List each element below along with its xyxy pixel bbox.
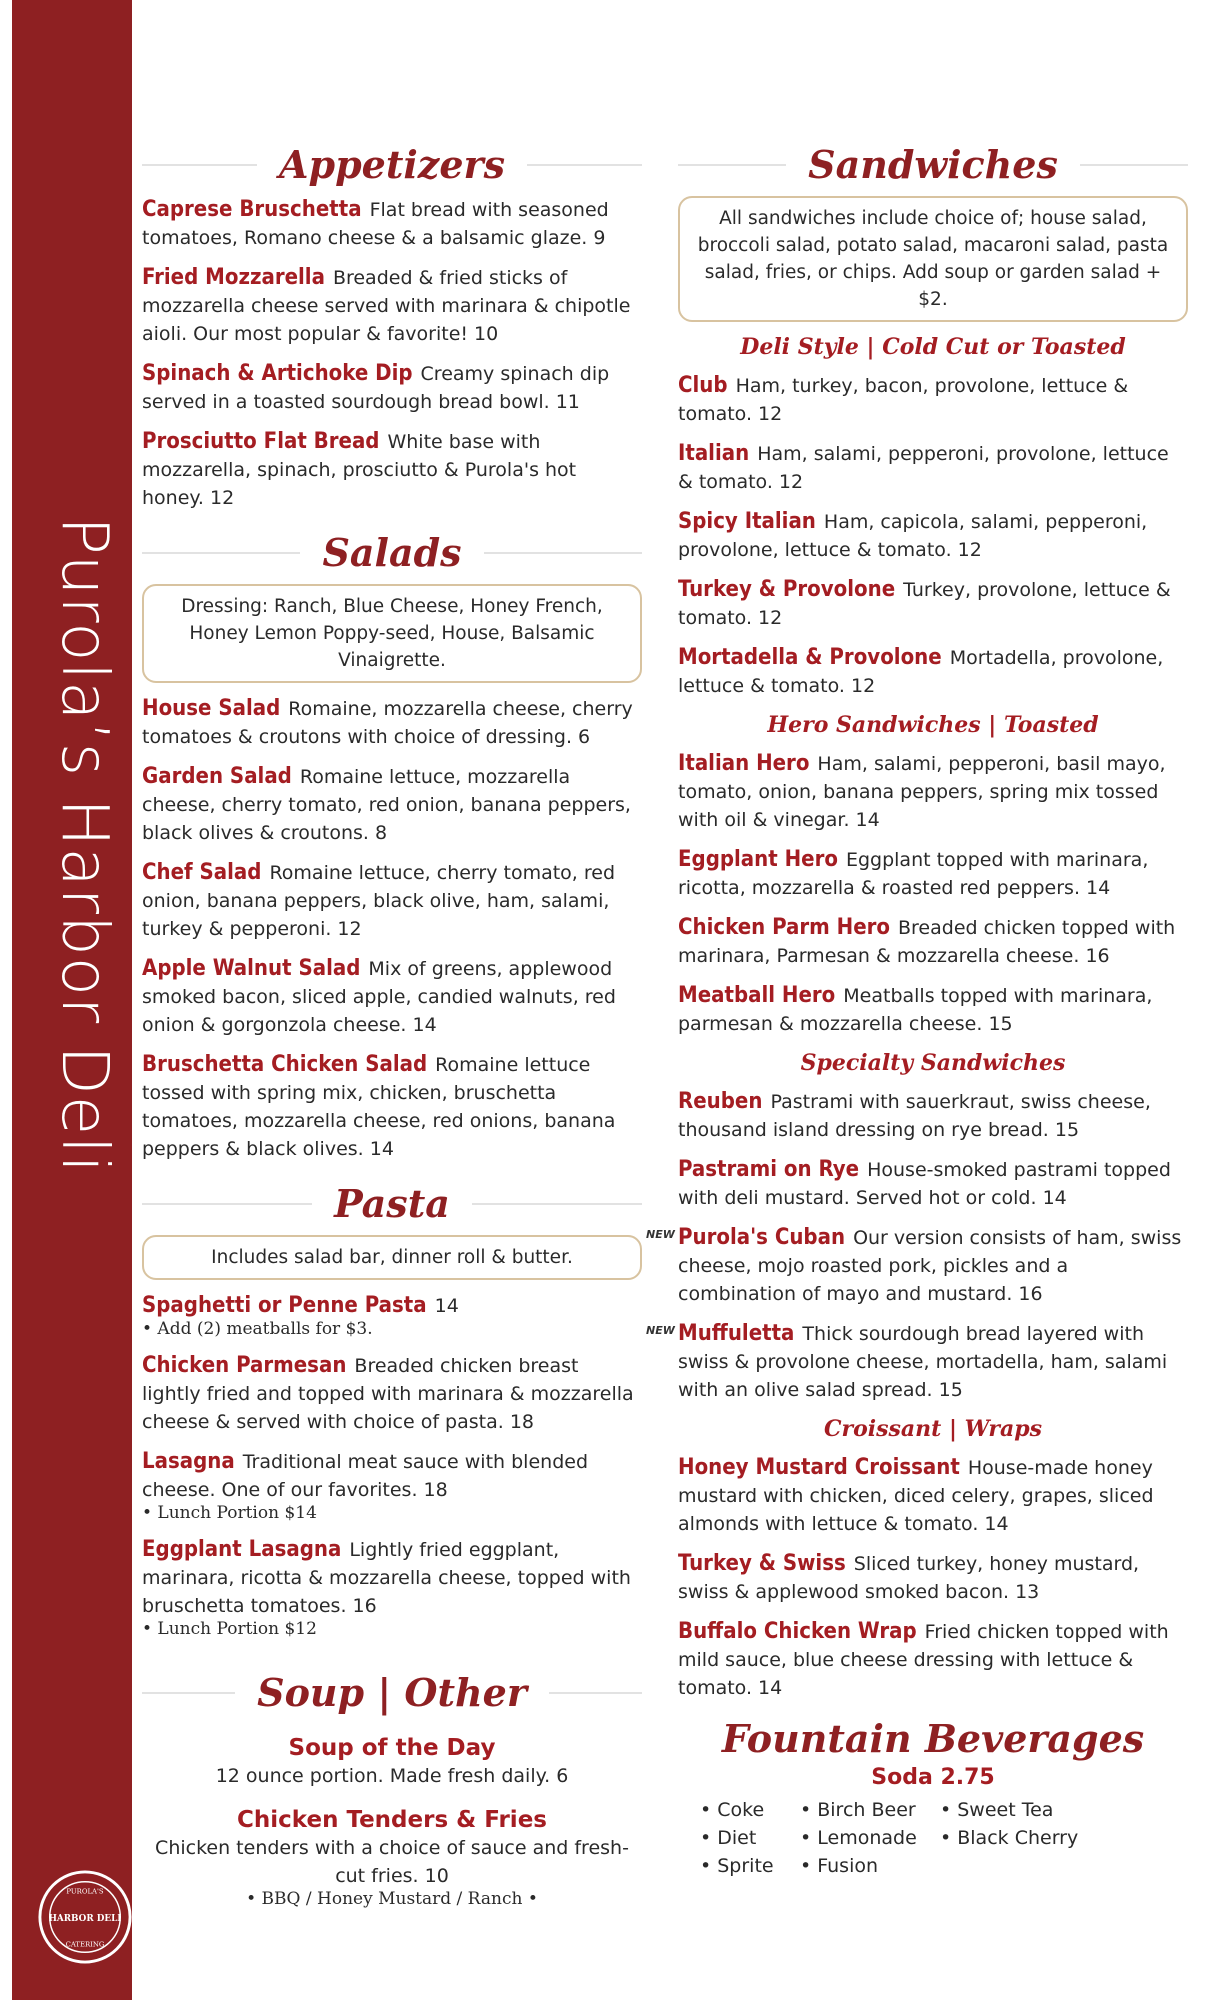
menu-item xyxy=(142,196,642,252)
item-name: Lasagna xyxy=(142,1449,235,1474)
item-name: Garden Salad xyxy=(142,764,292,789)
item-desc: Thick sourdough bread layered with swiss & provolone cheese, mortadella, ham, salami with an olive salad spread. 15 xyxy=(678,1323,1168,1401)
menu-item xyxy=(678,1618,1188,1702)
item-note: • Lunch Portion $14 xyxy=(142,1503,317,1523)
item-desc: Breaded chicken topped with marinara, Parmesan & mozzarella cheese. 16 xyxy=(678,917,1176,967)
pasta-includes-box: Includes salad bar, dinner roll & butter. xyxy=(142,1235,642,1280)
item-name: Reuben xyxy=(678,1089,763,1114)
specialty-heading: Specialty Sandwiches xyxy=(800,1050,1066,1076)
menu-item xyxy=(142,1806,642,1910)
new-item-wrap xyxy=(646,1224,1188,1308)
pasta-title: Pasta xyxy=(312,1181,472,1226)
menu-item xyxy=(678,846,1188,902)
salads-title: Salads xyxy=(300,530,483,575)
item-name: Spinach & Artichoke Dip xyxy=(142,361,413,386)
menu-item xyxy=(142,955,642,1039)
item-desc: Ham, turkey, bacon, provolone, lettuce & tomato. 12 xyxy=(678,375,1129,425)
menu-item xyxy=(678,508,1188,564)
soup-heading xyxy=(142,1664,642,1720)
item-desc: Eggplant topped with marinara, ricotta, mozzarella & roasted red peppers. 14 xyxy=(678,849,1149,899)
pasta-list xyxy=(142,1292,642,1640)
item-desc: Traditional meat sauce with blended cheese. One of our favorites. 18 xyxy=(142,1451,589,1501)
item-name: Apple Walnut Salad xyxy=(142,956,361,981)
hero-heading: Hero Sandwiches | Toasted xyxy=(767,712,1099,738)
item-name: Meatball Hero xyxy=(678,983,836,1008)
item-name: Chef Salad xyxy=(142,860,262,885)
appetizers-list xyxy=(142,196,642,512)
menu-item xyxy=(142,1734,642,1790)
item-desc: White base with mozzarella, spinach, prosciutto & Purola's hot honey. 12 xyxy=(142,431,577,509)
item-desc: Our version consists of ham, swiss cheese, mojo roasted pork, pickles and a combination of mayo and mustard. 16 xyxy=(678,1227,1182,1305)
item-name: Purola's Cuban xyxy=(678,1225,846,1250)
soup-list xyxy=(142,1734,642,1910)
item-desc: Mix of greens, applewood smoked bacon, sliced apple, candied walnuts, red onion & gorgonzola cheese. 14 xyxy=(142,958,616,1036)
menu-item xyxy=(142,428,642,512)
dressing-box: Dressing: Ranch, Blue Cheese, Honey French, Honey Lemon Poppy-seed, House, Balsamic Vinaigrette. xyxy=(142,584,642,683)
item-desc: Breaded chicken breast lightly fried and topped with marinara & mozzarella cheese & served with choice of pasta. 18 xyxy=(142,1355,634,1433)
beverage-item: • Fusion xyxy=(800,1855,879,1877)
sidebar-banner xyxy=(12,0,132,2000)
menu-item xyxy=(678,440,1188,496)
sandwiches-heading xyxy=(678,136,1188,192)
item-name: Turkey & Provolone xyxy=(678,577,896,602)
item-name: Soup of the Day xyxy=(288,1735,496,1761)
menu-item xyxy=(678,750,1188,834)
menu-item xyxy=(142,1292,642,1340)
menu-item xyxy=(142,859,642,943)
item-desc: House-smoked pastrami topped with deli mustard. Served hot or cold. 14 xyxy=(678,1159,1171,1209)
item-name: Pastrami on Rye xyxy=(678,1157,860,1182)
item-name: Fried Mozzarella xyxy=(142,265,325,290)
salads-list xyxy=(142,695,642,1163)
menu-item xyxy=(142,1051,642,1163)
menu-item xyxy=(142,695,642,751)
menu-item xyxy=(142,264,642,348)
item-name: Honey Mustard Croissant xyxy=(678,1455,960,1480)
item-desc: Sliced turkey, honey mustard, swiss & applewood smoked bacon. 13 xyxy=(678,1553,1140,1603)
salads-heading xyxy=(142,524,642,580)
item-desc: Romaine lettuce tossed with spring mix, chicken, bruschetta tomatoes, mozzarella cheese, red onions, banana peppers & black olives. 14 xyxy=(142,1054,616,1160)
deli-heading: Deli Style | Cold Cut or Toasted xyxy=(740,334,1126,360)
item-name: Spaghetti or Penne Pasta xyxy=(142,1293,427,1318)
beverage-item: • Coke xyxy=(700,1799,765,1821)
item-desc: Breaded & fried sticks of mozzarella cheese served with marinara & chipotle aioli. Our most popular & favorite! 10 xyxy=(142,267,631,345)
item-desc: House-made honey mustard with chicken, diced celery, grapes, sliced almonds with lettuce & tomato. 14 xyxy=(678,1457,1154,1535)
menu-item xyxy=(678,1088,1188,1144)
item-desc: Pastrami with sauerkraut, swiss cheese, thousand island dressing on rye bread. 15 xyxy=(678,1091,1151,1141)
logo-icon xyxy=(36,1868,134,1966)
beverage-item: • Diet xyxy=(700,1827,757,1849)
menu-item xyxy=(678,372,1188,428)
menu-item xyxy=(678,914,1188,970)
item-name: Muffuletta xyxy=(678,1321,795,1346)
appetizers-title: Appetizers xyxy=(257,142,527,187)
menu-item xyxy=(142,763,642,847)
beverage-item: • Lemonade xyxy=(800,1827,917,1849)
item-desc: Turkey, provolone, lettuce & tomato. 12 xyxy=(678,579,1171,629)
menu-item xyxy=(142,1352,642,1436)
item-name: Prosciutto Flat Bread xyxy=(142,429,380,454)
item-desc: Ham, salami, pepperoni, provolone, lettuce & tomato. 12 xyxy=(678,443,1169,493)
item-note: • Add (2) meatballs for $3. xyxy=(142,1319,373,1339)
croissant-heading: Croissant | Wraps xyxy=(824,1416,1042,1442)
item-name: Chicken Parm Hero xyxy=(678,915,890,940)
logo-text-top: PUROLA'S xyxy=(66,1887,104,1896)
beverage-item: • Black Cherry xyxy=(940,1827,1079,1849)
item-desc: Flat bread with seasoned tomatoes, Romano cheese & a balsamic glaze. 9 xyxy=(142,199,609,249)
item-name: Spicy Italian xyxy=(678,509,816,534)
item-name: Eggplant Hero xyxy=(678,847,838,872)
item-name: Eggplant Lasagna xyxy=(142,1537,342,1562)
item-desc: Fried chicken topped with mild sauce, blue cheese dressing with lettuce & tomato. 14 xyxy=(678,1621,1169,1699)
item-desc: Ham, capicola, salami, pepperoni, provolone, lettuce & tomato. 12 xyxy=(678,511,1148,561)
menu-item xyxy=(678,644,1188,700)
item-name: Italian Hero xyxy=(678,751,810,776)
new-badge: NEW xyxy=(646,1324,675,1337)
left-column xyxy=(142,130,642,1926)
item-desc: Lightly fried eggplant, marinara, ricotta & mozzarella cheese, topped with bruschetta tomatoes. 16 xyxy=(142,1539,631,1617)
item-desc: Ham, salami, pepperoni, basil mayo, tomato, onion, banana peppers, spring mix tossed with oil & vinegar. 14 xyxy=(678,753,1166,831)
item-desc: Romaine, mozzarella cheese, cherry tomatoes & croutons with choice of dressing. 6 xyxy=(142,698,633,748)
menu-item xyxy=(678,1550,1188,1606)
new-item-wrap xyxy=(646,1320,1188,1404)
item-name: Mortadella & Provolone xyxy=(678,645,942,670)
menu-item xyxy=(678,1454,1188,1538)
beverage-list xyxy=(700,1796,1188,1880)
item-name: Buffalo Chicken Wrap xyxy=(678,1619,917,1644)
item-name: Bruschetta Chicken Salad xyxy=(142,1052,428,1077)
item-name: Chicken Tenders & Fries xyxy=(237,1807,547,1833)
menu-item xyxy=(678,576,1188,632)
item-desc: Mortadella, provolone, lettuce & tomato. 12 xyxy=(678,647,1164,697)
item-desc: Romaine lettuce, mozzarella cheese, cherry tomato, red onion, banana peppers, black olives & croutons. 8 xyxy=(142,766,631,844)
item-desc: Chicken tenders with a choice of sauce and fresh-cut fries. 10 xyxy=(155,1837,629,1887)
beverage-item: • Sprite xyxy=(700,1855,774,1877)
sandwich-includes-box: All sandwiches include choice of; house salad, broccoli salad, potato salad, macaroni salad, pasta salad, fries, or chips. Add soup or garden salad + $2. xyxy=(678,196,1188,322)
restaurant-title: Purola’s Harbor Deli xyxy=(47,516,121,1174)
item-name: Turkey & Swiss xyxy=(678,1551,846,1576)
menu-item xyxy=(142,360,642,416)
soup-title: Soup | Other xyxy=(235,1670,549,1715)
logo-text-bottom: CATERING xyxy=(65,1940,105,1949)
beverages-heading: Fountain Beverages xyxy=(721,1716,1145,1761)
item-desc: Romaine lettuce, cherry tomato, red onion, banana peppers, black olive, ham, salami, turkey & pepperoni. 12 xyxy=(142,862,616,940)
logo-text-mid: HARBOR DELI xyxy=(48,1913,122,1924)
item-desc: Meatballs topped with marinara, parmesan & mozzarella cheese. 15 xyxy=(678,985,1153,1035)
item-name: Italian xyxy=(678,441,750,466)
beverage-item: • Birch Beer xyxy=(800,1799,916,1821)
soda-price: Soda 2.75 xyxy=(871,1765,995,1790)
item-desc: Creamy spinach dip served in a toasted sourdough bread bowl. 11 xyxy=(142,363,610,413)
menu-item xyxy=(678,982,1188,1038)
item-name: Caprese Bruschetta xyxy=(142,197,362,222)
menu-item xyxy=(678,1320,1188,1404)
item-name: Chicken Parmesan xyxy=(142,1353,347,1378)
appetizers-heading xyxy=(142,136,642,192)
pasta-heading xyxy=(142,1175,642,1231)
item-desc: 12 ounce portion. Made fresh daily. 6 xyxy=(215,1765,569,1787)
menu-item xyxy=(678,1156,1188,1212)
item-name: Club xyxy=(678,373,728,398)
item-note: • BBQ / Honey Mustard / Ranch • xyxy=(246,1889,538,1909)
item-name: House Salad xyxy=(142,696,281,721)
item-desc: 14 xyxy=(434,1295,459,1317)
menu-item xyxy=(142,1448,642,1524)
beverage-item: • Sweet Tea xyxy=(940,1799,1054,1821)
right-column xyxy=(646,130,1188,1880)
item-note: • Lunch Portion $12 xyxy=(142,1619,317,1639)
menu-item xyxy=(678,1224,1188,1308)
menu-item xyxy=(142,1536,642,1640)
sandwiches-title: Sandwiches xyxy=(786,142,1080,187)
new-badge: NEW xyxy=(646,1228,675,1241)
